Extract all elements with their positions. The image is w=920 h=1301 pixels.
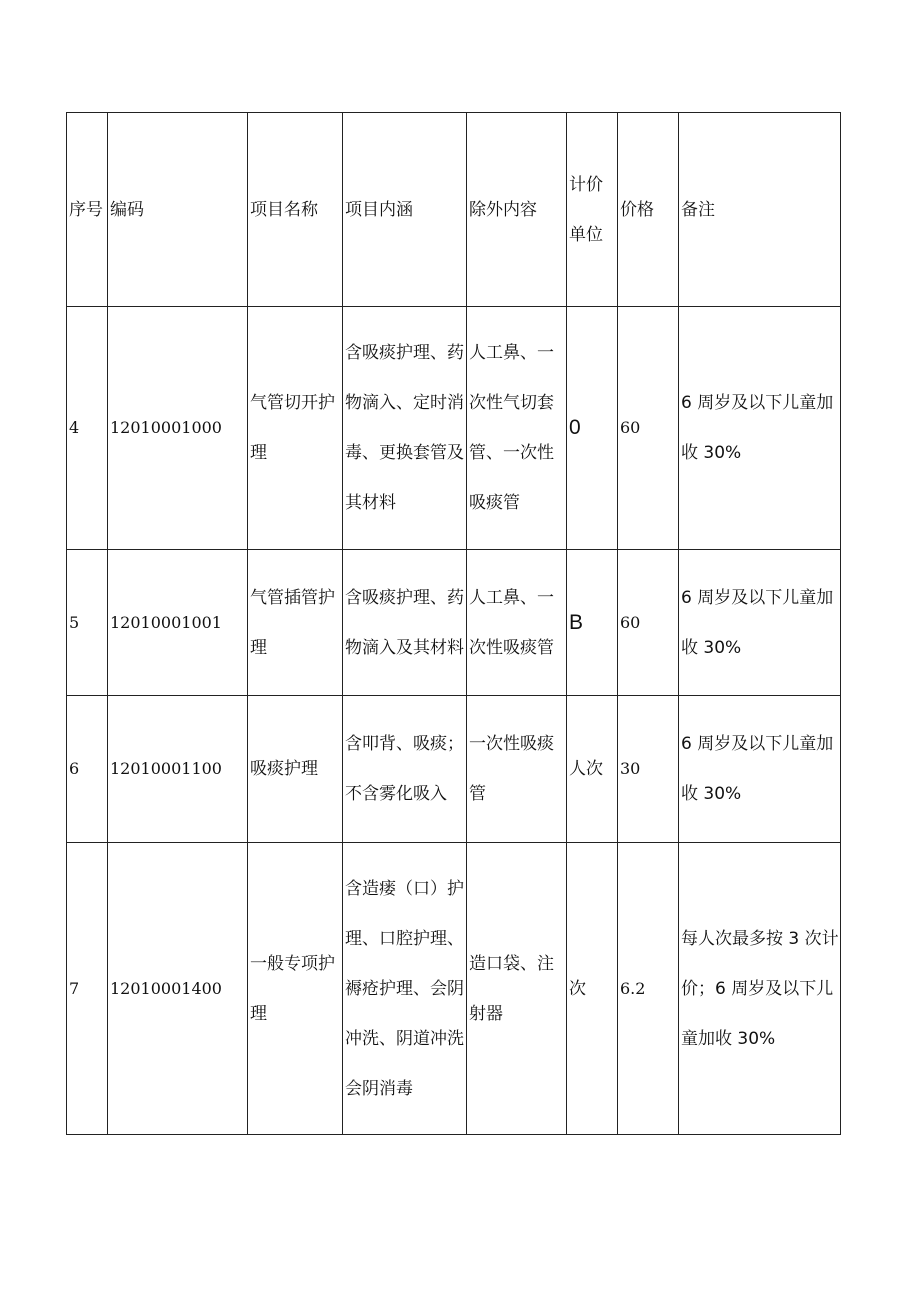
cell-seq: 7 [67, 843, 108, 1135]
header-unit: 计价单位 [567, 113, 618, 307]
cell-price: 60 [618, 307, 679, 550]
cell-unit: 人次 [567, 696, 618, 843]
header-code: 编码 [108, 113, 248, 307]
cell-price: 60 [618, 550, 679, 696]
header-excluded: 除外内容 [467, 113, 567, 307]
cell-seq: 5 [67, 550, 108, 696]
cell-note: 6 周岁及以下儿童加收 30% [679, 696, 841, 843]
cell-code: 12010001000 [108, 307, 248, 550]
price-table [66, 112, 841, 1135]
table-row [67, 696, 841, 843]
cell-name: 气管插管护理 [248, 550, 343, 696]
cell-content: 含造瘘（口）护理、口腔护理、褥疮护理、会阴冲洗、阴道冲洗会阴消毒 [343, 843, 467, 1135]
cell-content: 含吸痰护理、药物滴入、定时消毒、更换套管及其材料 [343, 307, 467, 550]
cell-price: 30 [618, 696, 679, 843]
cell-code: 12010001400 [108, 843, 248, 1135]
table-row [67, 550, 841, 696]
cell-note: 6 周岁及以下儿童加收 30% [679, 307, 841, 550]
cell-excluded: 人工鼻、一次性气切套管、一次性吸痰管 [467, 307, 567, 550]
cell-unit: B [567, 550, 618, 696]
header-seq: 序号 [67, 113, 108, 307]
header-note: 备注 [679, 113, 841, 307]
cell-content: 含吸痰护理、药物滴入及其材料 [343, 550, 467, 696]
cell-unit: 次 [567, 843, 618, 1135]
header-name: 项目名称 [248, 113, 343, 307]
header-content: 项目内涵 [343, 113, 467, 307]
header-price: 价格 [618, 113, 679, 307]
cell-name: 吸痰护理 [248, 696, 343, 843]
cell-code: 12010001001 [108, 550, 248, 696]
cell-seq: 6 [67, 696, 108, 843]
table-row [67, 843, 841, 1135]
cell-name: 气管切开护理 [248, 307, 343, 550]
cell-excluded: 一次性吸痰管 [467, 696, 567, 843]
cell-seq: 4 [67, 307, 108, 550]
cell-excluded: 造口袋、注射器 [467, 843, 567, 1135]
cell-excluded: 人工鼻、一次性吸痰管 [467, 550, 567, 696]
table-header-row [67, 113, 841, 307]
cell-content: 含叩背、吸痰；不含雾化吸入 [343, 696, 467, 843]
table-row [67, 307, 841, 550]
cell-note: 6 周岁及以下儿童加收 30% [679, 550, 841, 696]
cell-name: 一般专项护理 [248, 843, 343, 1135]
cell-note: 每人次最多按 3 次计价；6 周岁及以下儿童加收 30% [679, 843, 841, 1135]
cell-code: 12010001100 [108, 696, 248, 843]
cell-unit: 0 [567, 307, 618, 550]
cell-price: 6.2 [618, 843, 679, 1135]
